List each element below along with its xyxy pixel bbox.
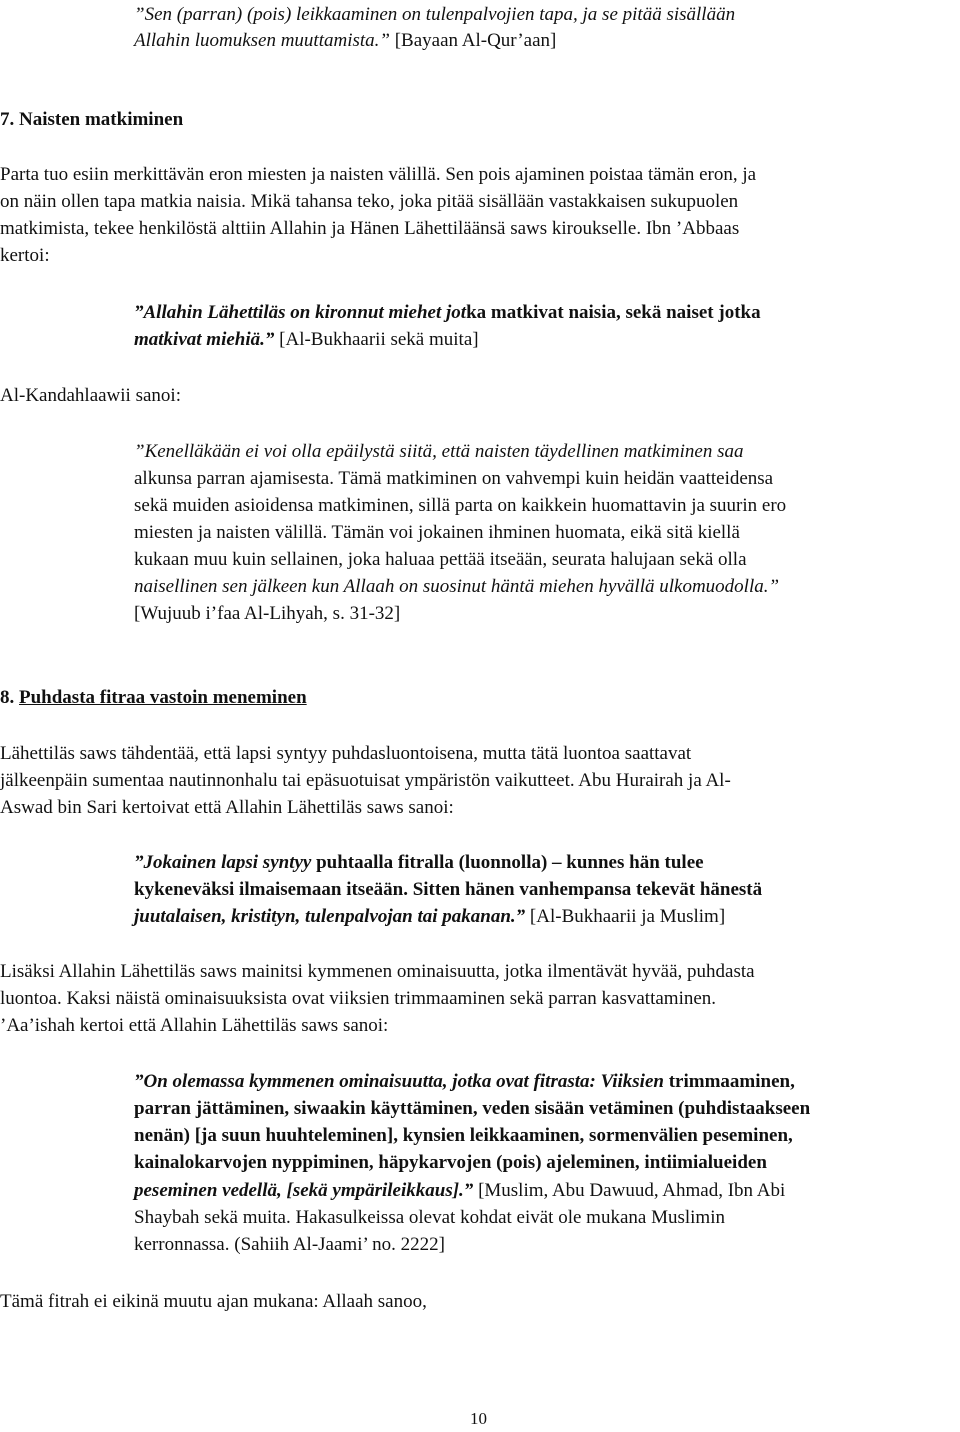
hadith-2-line-3: [134, 904, 725, 930]
hadith-3-reference: [Muslim, Abu Dawuud, Ahmad, Ibn Abi: [473, 1180, 786, 1201]
quote-2-line-1: ”Kenelläkään ei voi olla epäilystä siitä, että naisten täydellinen matkiminen saa: [134, 441, 744, 462]
hadith-3-line-7: kerronnassa. (Sahiih Al-Jaami’ no. 2222]: [134, 1234, 445, 1255]
section-8-heading: [0, 685, 307, 711]
hadith-2-reference: [Al-Bukhaarii ja Muslim]: [525, 906, 726, 927]
hadith-3-bold: trimmaaminen,: [663, 1071, 795, 1092]
kandahlaawi-intro: Al-Kandahlaawii sanoi:: [0, 385, 181, 406]
quote-2-line-6: naisellinen sen jälkeen kun Allaah on suosinut häntä miehen hyvällä ulkomuodolla.”: [134, 576, 780, 597]
quote-2-line-2: alkunsa parran ajamisesta. Tämä matkiminen on vahvempi kuin heidän vaatteidensa: [134, 468, 774, 489]
hadith-3-line-5: [134, 1178, 785, 1204]
section-7-heading: 7. Naisten matkiminen: [0, 109, 184, 130]
top-quote-line-2: [134, 28, 556, 54]
hadith-3-bold-italic-2: peseminen vedellä, [sekä ympärileikkaus].”: [134, 1180, 474, 1201]
hadith-3-line-2: parran jättäminen, siwaakin käyttäminen, veden sisään vetäminen (puhdistaakseen: [134, 1098, 811, 1119]
page-number: 10: [470, 1409, 487, 1428]
section-8-heading-text: Puhdasta fitraa vastoin meneminen: [19, 687, 307, 708]
hadith-2-bold-italic: ”Jokainen lapsi syntyy: [134, 852, 312, 873]
hadith-1-bold-italic: ”Allahin Lähettiläs on kironnut miehet jot: [134, 302, 467, 323]
section-8-para-line-1: Lähettiläs saws tähdentää, että lapsi syntyy puhdasluontoisena, mutta tätä luontoa saattavat: [0, 743, 692, 764]
quote-2-line-5: kukaan muu kuin sellainen, joka haluaa pettää itseään, seurata halujaan sekä olla: [134, 549, 747, 570]
hadith-2-bold: puhtaalla fitralla (luonnolla) – kunnes hän tulee: [311, 852, 704, 873]
hadith-3-bold-italic: ”On olemassa kymmenen ominaisuutta, jotka ovat fitrasta: Viiksien: [134, 1071, 664, 1092]
quote-2-line-3: sekä muiden asioidensa matkiminen, sillä parta on kaikkein huomattavin ja suurin ero: [134, 495, 787, 516]
hadith-2-bold-italic-2: juutalaisen, kristityn, tulenpalvojan tai pakanan.”: [134, 906, 526, 927]
hadith-1-reference: [Al-Bukhaarii sekä muita]: [274, 329, 479, 350]
quote-2-reference: [Wujuub i’faa Al-Lihyah, s. 31-32]: [134, 603, 401, 624]
section-8-closing: Tämä fitrah ei eikinä muutu ajan mukana: Allaah sanoo,: [0, 1291, 427, 1312]
hadith-3-line-3: nenän) [ja suun huuhteleminen], kynsien leikkaaminen, sormenvälien peseminen,: [134, 1125, 793, 1146]
section-8-para2-line-3: ’Aa’ishah kertoi että Allahin Lähettiläs saws sanoi:: [0, 1015, 389, 1036]
top-quote-reference: [Bayaan Al-Qur’aan]: [389, 30, 557, 51]
section-7-para-line-2: on näin ollen tapa matkia naisia. Mikä tahansa teko, joka pitää sisällään vastakkaisen sukupuolen: [0, 191, 739, 212]
top-quote-italic: Allahin luomuksen muuttamista.”: [134, 30, 390, 51]
section-8-heading-number: 8.: [0, 687, 19, 708]
hadith-2-line-1: [134, 850, 704, 876]
hadith-1-line-2: [134, 327, 479, 353]
top-quote-line-1: ”Sen (parran) (pois) leikkaaminen on tulenpalvojien tapa, ja se pitää sisällään: [134, 4, 736, 25]
hadith-1-line-1: [134, 300, 761, 326]
section-8-para2-line-1: Lisäksi Allahin Lähettiläs saws mainitsi kymmenen ominaisuutta, jotka ilmentävät hyvää, puhdasta: [0, 961, 755, 982]
section-7-para-line-3: matkimista, tekee henkilöstä alttiin Allahin ja Hänen Lähettiläänsä saws kiroukselle. Ibn ’Abbaas: [0, 218, 740, 239]
section-8-para-line-3: Aswad bin Sari kertoivat että Allahin Lähettiläs saws sanoi:: [0, 797, 454, 818]
quote-2-line-4: miesten ja naisten välillä. Tämän voi jokainen ihminen huomata, eikä sitä kiellä: [134, 522, 740, 543]
section-8-para-line-2: jälkeenpäin sumentaa nautinnonhalu tai epäsuotuisat ympäristön vaikutteet. Abu Hurairah ja Al-: [0, 770, 731, 791]
section-7-para-line-4: kertoi:: [0, 245, 50, 266]
hadith-2-line-2: kykeneväksi ilmaisemaan itseään. Sitten hänen vanhempansa tekevät hänestä: [134, 879, 763, 900]
hadith-1-bold: ka matkivat naisia, sekä naiset jotka: [466, 302, 761, 323]
hadith-3-line-1: [134, 1069, 795, 1095]
hadith-1-bold-italic-2: matkivat miehiä.”: [134, 329, 275, 350]
hadith-3-line-6: Shaybah sekä muita. Hakasulkeissa olevat kohdat eivät ole mukana Muslimin: [134, 1207, 725, 1228]
section-7-para-line-1: Parta tuo esiin merkittävän eron miesten ja naisten välillä. Sen pois ajaminen poistaa tämän eron, ja: [0, 164, 757, 185]
section-8-para2-line-2: luontoa. Kaksi näistä ominaisuuksista ovat viiksien trimmaaminen sekä parran kasvattaminen.: [0, 988, 717, 1009]
hadith-3-line-4: kainalokarvojen nyppiminen, häpykarvojen (pois) ajeleminen, intiimialueiden: [134, 1152, 767, 1173]
